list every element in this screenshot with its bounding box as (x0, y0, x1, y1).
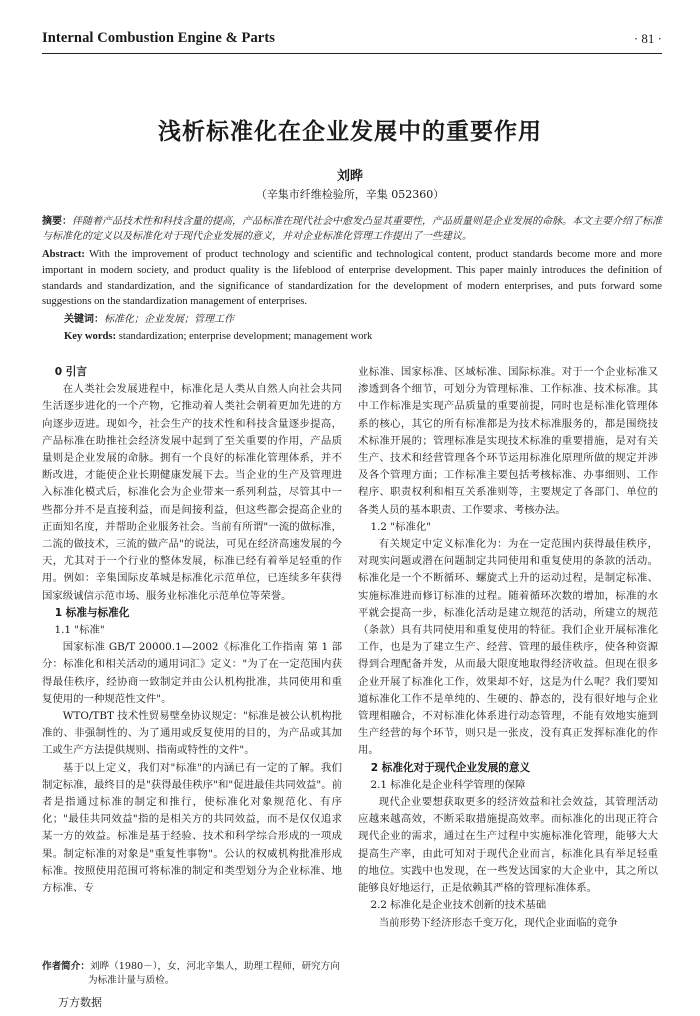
header-rule (42, 53, 662, 54)
footnote-label: 作者简介： (42, 961, 90, 972)
section-1-2-heading: 1.2 "标准化" (370, 520, 432, 533)
paragraph: 有关规定中定义标准化为：为在一定范围内获得最佳秩序，对现实问题或潜在问题制定共同使用和重复使用的条款的活动。标准化是一个不断循环、螺旋式上升的运动过程，是制定标准、实施标准进而修订标准的过程。随着循环次数的增加，标准的水平就会提高一步，标准化活动是建立规范的活动，所建立的规范（条款）具有共同使用和重复使用的特征。我们企业开展标准化工作，也是为了建立生产、经营、管理的最佳秩序，使各种资源得到合理配备并发，从而最大限度地取得经济收益。但现在很多企业开展了标准化工作，效果却不好，这是为什么呢？我们要知道标准化工作不是单纯的、生硬的、静态的，没有很好地与企业管理相融合，不对标准化体系进行动态管理，不能有效地实施到生产经营的每个环节，则只是一张皮，没有真正发挥标准化的作用。 (358, 538, 658, 757)
section-2-1-heading: 2.1 标准化是企业科学管理的保障 (370, 778, 526, 791)
article-title: 浅析标准化在企业发展中的重要作用 (158, 119, 542, 145)
section-1-heading: 1 标准与标准化 (54, 606, 130, 619)
paragraph: 当前形势下经济形态千变万化，现代企业面临的竞争 (378, 916, 618, 929)
paragraph: 国家标准 GB/T 20000.1—2002《标准化工作指南 第 1 部分：标准化和相关活动的通用词汇》定义："为了在一定范围内获得最佳秩序，经协商一致制定并由公认机构批准，共同使用和重复使用的一种规范性文件"。 (42, 641, 342, 705)
keywords-zh-text: 标准化；企业发展；管理工作 (104, 313, 234, 325)
keywords-en-text: standardization; enterprise development; management work (118, 330, 373, 342)
right-column (358, 364, 658, 932)
author-affiliation: （辛集市纤维检验所，辛集 052360） (255, 188, 445, 201)
paragraph: 基于以上定义，我们对"标准"的内涵已有一定的了解。我们制定标准，最终目的是"获得最佳秩序"和"促进最佳共同效益"。前者是指通过标准的制定和推行，使标准化对象规范化、有序化；"最佳共同效益"指的是相关方的共同效益，而不是仅仅追求某一方的效益。标准是基于经验、技术和科学综合形成的一项成果。制定标准的对象是"重复性事物"。公认的权威机构批准形成标准。按照使用范围可将标准的制定和类型划分为企业标准、地方标准、专 (42, 761, 342, 895)
keywords-en-label: Key words: (64, 330, 117, 342)
section-1-1-heading: 1.1 "标准" (54, 624, 105, 637)
abstract-block (42, 214, 662, 344)
wanfang-watermark: 万方数据 (58, 996, 102, 1009)
abstract-en-text: With the improvement of product technology and scientific and technological content, product standards become more and more important in modern society, and product quality is the lifeblood of enterprise development. This paper mainly introduces the definition of standards and standardization, and the significance of standardization for the development of modern enterprises, and puts forward some suggestions on the standardization management of enterprises. (42, 249, 662, 308)
keywords-zh (64, 312, 662, 327)
section-2-2-heading: 2.2 标准化是企业技术创新的技术基础 (370, 899, 547, 912)
paragraph: 现代企业要想获取更多的经济效益和社会效益，其管理活动应越来越高效，不断采取措施提高效率。而标准化的出现正符合现代企业的需求，通过在生产过程中实施标准化管理，能够大大提高生产率，由此可知对于现代企业而言，标准化具有举足轻重的地位。实践中也发现，在一些发达国家的大企业中，其之所以能够良好地运行，正是依赖其严格的管理标准体系。 (358, 796, 658, 895)
paragraph: WTO/TBT 技术性贸易壁垒协议规定："标准是被公认机构批准的、非强制性的、为了通用或反复使用的目的，为产品或其加工或生产方法提供规则、指南或特性的文件"。 (42, 710, 342, 757)
footnote-text-2: 为标准计量与质检。 (88, 975, 175, 986)
abstract-en (42, 247, 662, 309)
abstract-zh (42, 214, 662, 244)
journal-name: Internal Combustion Engine & Parts (42, 30, 275, 46)
running-header (42, 30, 662, 52)
keywords-zh-label: 关键词： (64, 313, 104, 325)
paragraph: 在人类社会发展进程中，标准化是人类从自然人向社会共同生活逐步进化的一个产物，它推动着人类社会朝着更加先进的方向逐步迈进。现如今，社会生产的技术性和科技含量逐步提高，产品标准在助推社会经济发展中起到了至关重要的作用，产品质量则是企业发展的命脉。拥有一个良好的标准化管理体系，并不断改进，才能使企业长期健康发展下去。当企业的生产及管理进入标准化模式后，标准化会为企业带来一系列利益，尽管其中一些都分并不是直接利益，而是间接利益，但这些都会提高企业的正面知名度，并帮助企业服务社会。当前有所谓"一流的做标准，二流的做技术，三流的做产品"的说法，可见在经济高速发展的今天，尤其对于一个行业的整体发展，标准已经有着举足轻重的作用。例如：辛集国际皮革城是标准化示范单位，已连续多年获得国家级诚信示范市场、服务业标准化示范单位等荣誉。 (42, 383, 342, 602)
keywords-en (64, 329, 662, 344)
section-2-heading: 2 标准化对于现代企业发展的意义 (370, 761, 531, 774)
abstract-en-label: Abstract: (42, 249, 85, 261)
left-column (42, 364, 342, 897)
section-0-heading: 0 引言 (54, 366, 87, 378)
abstract-zh-text: 伴随着产品技术性和科技含量的提高，产品标准在现代社会中愈发凸显其重要性，产品质量则是企业发展的命脉。本文主要介绍了标准与标准化的定义以及标准化对于现代企业发展的意义，并对企业标准化管理工作提出了一些建议。 (42, 216, 662, 243)
abstract-zh-label: 摘要： (42, 216, 72, 227)
author-name: 刘晔 (336, 169, 363, 184)
author-footnote (42, 960, 342, 988)
footnote-text-1: 刘晔（1980－），女，河北辛集人，助理工程师，研究方向 (89, 961, 340, 972)
page-number: · 81 · (633, 31, 662, 46)
paragraph: 业标准、国家标准、区域标准、国际标准。对于一个企业标准又渗透到各个细节，可划分为管理标准、工作标准、技术标准。其中工作标准是实现产品质量的重要前提，同时也是标准化管理体系的核心，其它的所有标准都是为技术标准服务的，都是围绕技术标准开展的；管理标准是实现技术标准的重要措施，是对有关生产、技术和经营管理各个环节运用标准化原理所做的规定并涉及各个管理方面；工作标准主要包括考核标准、办事细则、工作程序、职责权利和相互关系准则等，主要规定了各部门、单位的各类人员的基本职责、工作要求、考核办法。 (358, 366, 658, 516)
